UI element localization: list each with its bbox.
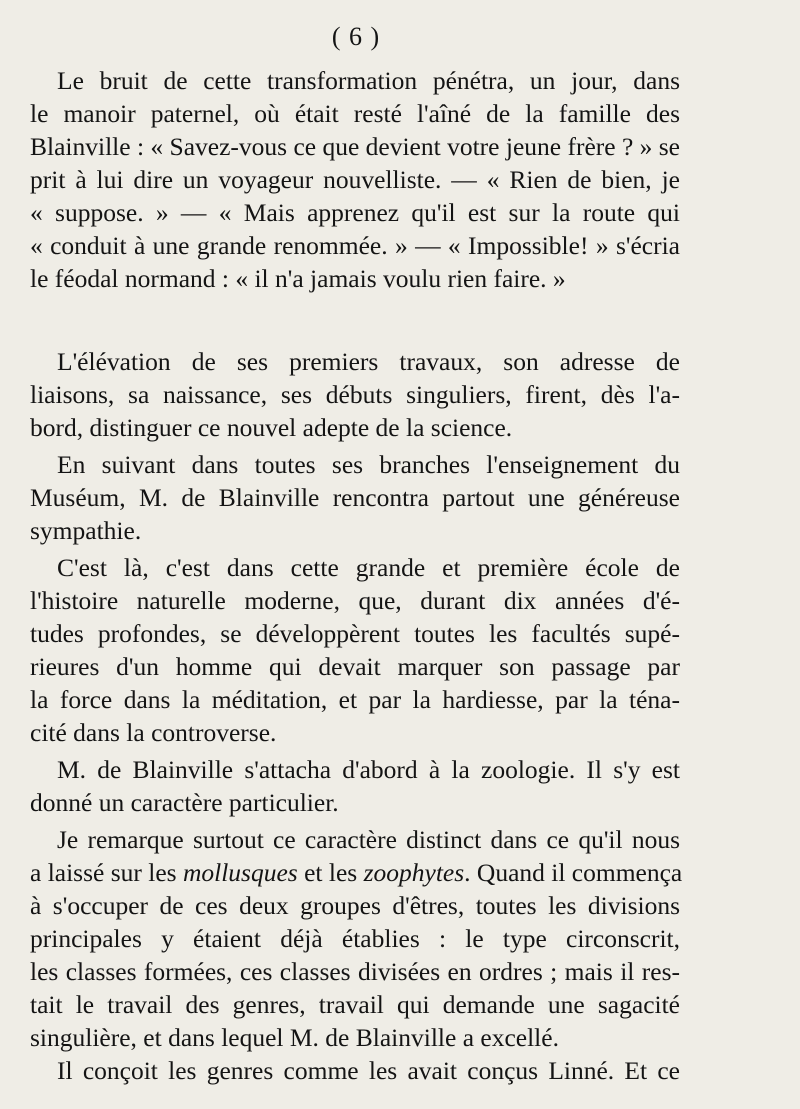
text-line: Muséum, M. de Blainville rencontra partout une généreuse xyxy=(30,483,680,512)
italic-term: mollusques xyxy=(182,858,298,887)
text-line-mixed xyxy=(30,856,683,889)
text-line: Il conçoit les genres comme les avait conçus Linné. Et ce xyxy=(57,1056,680,1085)
text-line: les classes formées, ces classes divisées en ordres ; mais il res- xyxy=(30,957,680,986)
text-line: M. de Blainville s'attacha d'abord à la zoologie. Il s'y est xyxy=(57,755,680,784)
text-line: donné un caractère particulier. xyxy=(30,788,339,817)
text-line: L'élévation de ses premiers travaux, son adresse de xyxy=(57,347,680,376)
text-line: Je remarque surtout ce caractère distinct dans ce qu'il nous xyxy=(57,825,680,854)
text-line: la force dans la méditation, et par la hardiesse, par la téna- xyxy=(30,685,680,714)
text-line: Le bruit de cette transformation pénétra, un jour, dans xyxy=(57,66,680,95)
text-line: sympathie. xyxy=(30,516,142,545)
text-line: prit à lui dire un voyageur nouvelliste. — « Rien de bien, je xyxy=(30,165,680,194)
text-line: le féodal normand : « il n'a jamais voulu rien faire. » xyxy=(30,264,566,293)
text-line: à s'occuper de ces deux groupes d'êtres, toutes les divisions xyxy=(30,891,680,920)
text-line: Blainville : « Savez-vous ce que devient votre jeune frère ? » se xyxy=(30,132,681,161)
text-line: tudes profondes, se développèrent toutes les facultés supé- xyxy=(30,619,680,648)
text-line: « conduit à une grande renommée. » — « Impossible! » s'écria xyxy=(30,231,680,260)
text-line: rieures d'un homme qui devait marquer son passage par xyxy=(30,652,680,681)
text-line: principales y étaient déjà établies : le type circonscrit, xyxy=(30,924,680,953)
text-line: cité dans la controverse. xyxy=(30,718,277,747)
text-line: bord, distinguer ce nouvel adepte de la science. xyxy=(30,413,513,442)
text-line: liaisons, sa naissance, ses débuts singuliers, firent, dès l'a- xyxy=(30,380,680,409)
text-line: « suppose. » — « Mais apprenez qu'il est sur la route qui xyxy=(30,198,680,227)
text-segment: et les xyxy=(304,858,358,887)
page-number: ( 6 ) xyxy=(331,22,381,51)
text-line: l'histoire naturelle moderne, que, durant dix années d'é- xyxy=(30,586,680,615)
text-segment: . Quand il commença xyxy=(464,858,683,887)
text-line: singulière, et dans lequel M. de Blainville a excellé. xyxy=(30,1023,559,1052)
text-line: tait le travail des genres, travail qui demande une sagacité xyxy=(30,990,680,1019)
text-segment: a laissé sur les xyxy=(30,858,177,887)
text-line: le manoir paternel, où était resté l'aîné de la famille des xyxy=(30,99,680,128)
text-line: En suivant dans toutes ses branches l'enseignement du xyxy=(57,450,680,479)
italic-term: zoophytes xyxy=(363,858,465,887)
text-line: C'est là, c'est dans cette grande et première école de xyxy=(57,553,680,582)
